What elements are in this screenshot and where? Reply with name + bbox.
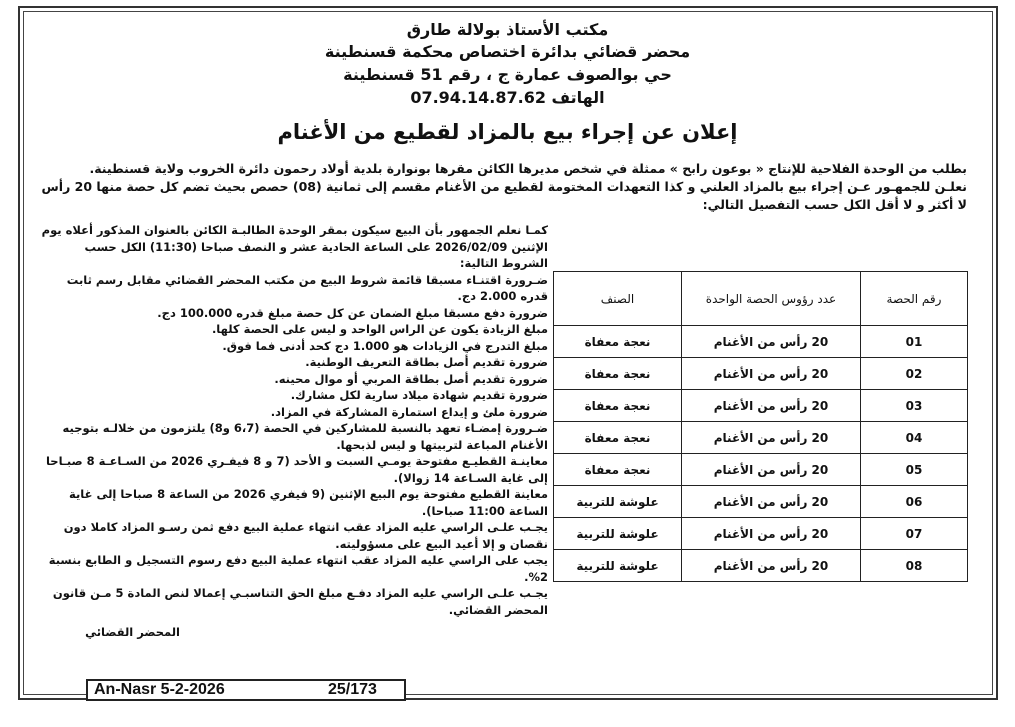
cell-lot: 02	[861, 358, 968, 390]
cell-category: علوشة للتربية	[554, 550, 682, 582]
header-category: الصنف	[554, 272, 682, 326]
cell-count: 20 رأس من الأغنام	[682, 390, 861, 422]
office-name: مكتب الأستاذ بولالة طارق	[406, 20, 609, 39]
cell-lot: 06	[861, 486, 968, 518]
table-row	[554, 422, 968, 454]
cell-category: نعجة معفاة	[554, 454, 682, 486]
condition-item: ضرورة تقديم أصل بطاقة المربي أو موال محينه.	[274, 371, 548, 386]
newspaper-reference: An-Nasr 5-2-2026	[94, 681, 225, 698]
cell-count: 20 رأس من الأغنام	[682, 486, 861, 518]
condition-item: ضـرورة إمضـاء تعهد بالنسبة للمشاركين في الحصة (6،7 و8) يلتزمون من خلالـه بتوجيه الأغنام المباعة لتربيتها و ليس لذبحها.	[62, 421, 548, 452]
cell-lot: 04	[861, 422, 968, 454]
cell-lot: 08	[861, 550, 968, 582]
cell-category: نعجة معفاة	[554, 326, 682, 358]
condition-item: معاينة القطيع مفتوحة يوم البيع الإثنين (9 فيفري 2026 من الساعة 8 صباحا إلى غاية الساعة 11:00 صباحا).	[68, 487, 548, 518]
cell-category: علوشة للتربية	[554, 518, 682, 550]
cell-lot: 01	[861, 326, 968, 358]
table-row	[554, 390, 968, 422]
cell-category: نعجة معفاة	[554, 422, 682, 454]
intro-requester: بطلب من الوحدة الفلاحية للإنتاج « بوعون رابح » ممثلة في شخص مديرها الكائن مقرها بونوارة بلدية أولاد رحمون دائرة الخروب ولاية قسنطينة.	[89, 161, 967, 176]
intro-announcement: نعلـن للجمهـور عـن إجراء بيع بالمزاد العلني و كذا التعهدات المختومة لقطيع من الأغنام مقسم إلى ثمانية (08) حصص بحيث تضم كل حصة منها 20 رأس لا أكثر و لا أقل الكل حسب التفصيل التالي:	[41, 179, 967, 212]
bailiff-role: محضر قضائي بدائرة اختصاص محكمة قسنطينة	[324, 42, 691, 61]
office-phone: الهاتف 07.94.14.87.62	[410, 88, 605, 107]
sale-conditions	[40, 222, 548, 618]
cell-lot: 05	[861, 454, 968, 486]
cell-lot: 03	[861, 390, 968, 422]
condition-item: ضـرورة اقتنـاء مسبقا قائمة شروط البيع من مكتب المحضر القضائي مقابل رسم ثابت قدره 2.000 دج.	[66, 272, 548, 303]
cell-category: نعجة معفاة	[554, 358, 682, 390]
cell-count: 20 رأس من الأغنام	[682, 358, 861, 390]
page-reference: 25/173	[328, 681, 377, 698]
header-count: عدد رؤوس الحصة الواحدة	[682, 272, 861, 326]
cell-category: نعجة معفاة	[554, 390, 682, 422]
condition-item: مبلغ التدرج في الزيادات هو 1.000 دج كحد أدنى فما فوق.	[222, 338, 548, 353]
cell-count: 20 رأس من الأغنام	[682, 550, 861, 582]
condition-item: كمـا نعلم الجمهور بأن البيع سيكون بمقر الوحدة الطالبـة الكائن بالعنوان المذكور أعلاه يوم الإثنين 2026/02/09 على الساعة الحادية عشر و النصف صباحا (11:30) الكل حسب الشروط التالية:	[41, 223, 548, 270]
condition-item: ضرورة تقديم أصل بطاقة التعريف الوطنية.	[305, 355, 548, 369]
table-row	[554, 326, 968, 358]
cell-count: 20 رأس من الأغنام	[682, 454, 861, 486]
table-row	[554, 358, 968, 390]
cell-count: 20 رأس من الأغنام	[682, 326, 861, 358]
cell-category: علوشة للتربية	[554, 486, 682, 518]
condition-item: ضرورة ملئ و إيداع استمارة المشاركة في المزاد.	[270, 404, 548, 419]
table-row	[554, 454, 968, 486]
lots-table	[553, 271, 968, 582]
condition-item: ضرورة تقديم شهادة ميلاد سارية لكل مشارك.	[290, 388, 548, 402]
header-lot: رقم الحصة	[861, 272, 968, 326]
signer: المحضر القضائي	[85, 625, 180, 639]
condition-item: ضرورة دفع مسبقا مبلغ الضمان عن كل حصة مبلغ قدره 100.000 دج.	[157, 305, 548, 320]
condition-item: يجب على الراسي عليه المزاد عقب انتهاء عملية البيع دفع رسوم التسجيل و الطابع بنسبة 2%.	[48, 553, 548, 584]
cell-count: 20 رأس من الأغنام	[682, 518, 861, 550]
office-address: حي بوالصوف عمارة ج ، رقم 51 قسنطينة	[343, 65, 672, 84]
condition-item: مبلغ الزيادة يكون عن الراس الواحد و ليس على الحصة كلها.	[211, 322, 548, 336]
condition-item: يجـب علـى الراسي عليه المزاد عقب انتهاء عملية البيع دفع ثمن رسـو المزاد كاملا دون نقصان و إلا أعيد البيع على مسؤوليته.	[63, 520, 548, 551]
table-row	[554, 518, 968, 550]
condition-item: معاينـة القطيـع مفتوحة يومـي السبت و الأحد (7 و 8 فيفـري 2026 من السـاعـة 8 صبـاحا إلى غاية السـاعة 14 زوالا).	[45, 454, 548, 485]
announcement-title: إعلان عن إجراء بيع بالمزاد لقطيع من الأغنام	[277, 120, 738, 144]
condition-item: يجـب علـى الراسي عليه المزاد دفـع مبلغ الحق التناسبـي إعمالا لنص المادة 5 مـن قانون المحضر القضائي.	[52, 586, 548, 617]
table-row	[554, 486, 968, 518]
cell-lot: 07	[861, 518, 968, 550]
cell-count: 20 رأس من الأغنام	[682, 422, 861, 454]
table-header-row	[554, 272, 968, 326]
table-row	[554, 550, 968, 582]
